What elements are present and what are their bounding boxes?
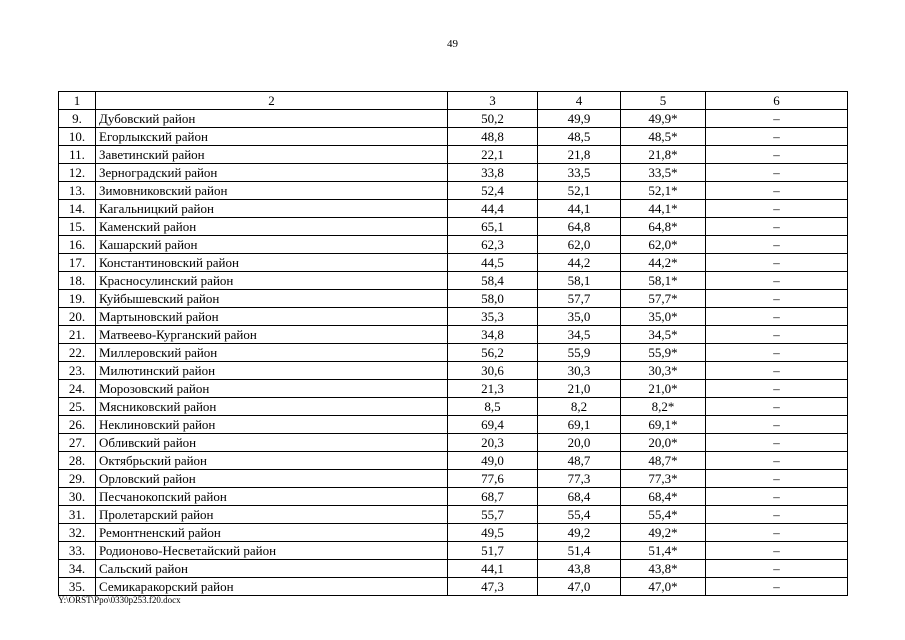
value-cell-col5: 55,9* bbox=[621, 344, 706, 362]
row-number-cell: 27. bbox=[59, 434, 96, 452]
table-row bbox=[59, 254, 848, 272]
value-cell-col4: 20,0 bbox=[538, 434, 621, 452]
value-cell-col4: 44,1 bbox=[538, 200, 621, 218]
value-cell-col6: – bbox=[706, 380, 848, 398]
district-name-cell: Октябрьский район bbox=[96, 452, 448, 470]
value-cell-col4: 21,0 bbox=[538, 380, 621, 398]
value-cell-col4: 21,8 bbox=[538, 146, 621, 164]
table-row bbox=[59, 488, 848, 506]
value-cell-col5: 55,4* bbox=[621, 506, 706, 524]
table-row bbox=[59, 524, 848, 542]
district-name-cell: Дубовский район bbox=[96, 110, 448, 128]
value-cell-col4: 64,8 bbox=[538, 218, 621, 236]
district-name-cell: Егорлыкский район bbox=[96, 128, 448, 146]
value-cell-col6: – bbox=[706, 182, 848, 200]
row-number-cell: 32. bbox=[59, 524, 96, 542]
header-cell: 4 bbox=[538, 92, 621, 110]
value-cell-col4: 68,4 bbox=[538, 488, 621, 506]
value-cell-col3: 30,6 bbox=[448, 362, 538, 380]
district-name-cell: Красносулинский район bbox=[96, 272, 448, 290]
district-name-cell: Обливский район bbox=[96, 434, 448, 452]
value-cell-col6: – bbox=[706, 434, 848, 452]
page-number: 49 bbox=[447, 38, 458, 50]
value-cell-col5: 21,0* bbox=[621, 380, 706, 398]
value-cell-col6: – bbox=[706, 398, 848, 416]
value-cell-col5: 62,0* bbox=[621, 236, 706, 254]
row-number-cell: 23. bbox=[59, 362, 96, 380]
table-row bbox=[59, 434, 848, 452]
file-path-footer: Y:\ORST\Ppo\0330p253.f20.docx bbox=[58, 595, 181, 605]
header-cell: 5 bbox=[621, 92, 706, 110]
value-cell-col5: 20,0* bbox=[621, 434, 706, 452]
value-cell-col6: – bbox=[706, 452, 848, 470]
district-name-cell: Матвеево-Курганский район bbox=[96, 326, 448, 344]
district-name-cell: Каменский район bbox=[96, 218, 448, 236]
table-row bbox=[59, 578, 848, 596]
data-table bbox=[58, 91, 848, 596]
table-row bbox=[59, 182, 848, 200]
district-name-cell: Милютинский район bbox=[96, 362, 448, 380]
value-cell-col3: 44,1 bbox=[448, 560, 538, 578]
value-cell-col5: 58,1* bbox=[621, 272, 706, 290]
value-cell-col4: 30,3 bbox=[538, 362, 621, 380]
value-cell-col5: 43,8* bbox=[621, 560, 706, 578]
row-number-cell: 33. bbox=[59, 542, 96, 560]
table-row bbox=[59, 326, 848, 344]
table-row bbox=[59, 308, 848, 326]
value-cell-col3: 58,0 bbox=[448, 290, 538, 308]
value-cell-col3: 49,0 bbox=[448, 452, 538, 470]
value-cell-col5: 49,9* bbox=[621, 110, 706, 128]
value-cell-col5: 68,4* bbox=[621, 488, 706, 506]
value-cell-col6: – bbox=[706, 128, 848, 146]
value-cell-col4: 48,7 bbox=[538, 452, 621, 470]
row-number-cell: 29. bbox=[59, 470, 96, 488]
table-header-row bbox=[59, 92, 848, 110]
value-cell-col3: 69,4 bbox=[448, 416, 538, 434]
value-cell-col5: 34,5* bbox=[621, 326, 706, 344]
value-cell-col6: – bbox=[706, 416, 848, 434]
value-cell-col3: 34,8 bbox=[448, 326, 538, 344]
header-cell: 6 bbox=[706, 92, 848, 110]
header-cell: 1 bbox=[59, 92, 96, 110]
value-cell-col4: 8,2 bbox=[538, 398, 621, 416]
district-name-cell: Ремонтненский район bbox=[96, 524, 448, 542]
value-cell-col6: – bbox=[706, 524, 848, 542]
value-cell-col6: – bbox=[706, 164, 848, 182]
value-cell-col3: 20,3 bbox=[448, 434, 538, 452]
value-cell-col4: 35,0 bbox=[538, 308, 621, 326]
value-cell-col6: – bbox=[706, 560, 848, 578]
value-cell-col5: 33,5* bbox=[621, 164, 706, 182]
table-row bbox=[59, 110, 848, 128]
value-cell-col6: – bbox=[706, 146, 848, 164]
value-cell-col6: – bbox=[706, 470, 848, 488]
row-number-cell: 26. bbox=[59, 416, 96, 434]
value-cell-col3: 35,3 bbox=[448, 308, 538, 326]
row-number-cell: 17. bbox=[59, 254, 96, 272]
value-cell-col3: 51,7 bbox=[448, 542, 538, 560]
table-row bbox=[59, 128, 848, 146]
value-cell-col4: 49,2 bbox=[538, 524, 621, 542]
row-number-cell: 30. bbox=[59, 488, 96, 506]
row-number-cell: 31. bbox=[59, 506, 96, 524]
district-name-cell: Орловский район bbox=[96, 470, 448, 488]
value-cell-col5: 49,2* bbox=[621, 524, 706, 542]
value-cell-col4: 34,5 bbox=[538, 326, 621, 344]
value-cell-col3: 50,2 bbox=[448, 110, 538, 128]
value-cell-col4: 49,9 bbox=[538, 110, 621, 128]
value-cell-col4: 69,1 bbox=[538, 416, 621, 434]
table-row bbox=[59, 452, 848, 470]
table-row bbox=[59, 344, 848, 362]
table-row bbox=[59, 398, 848, 416]
table-row bbox=[59, 542, 848, 560]
row-number-cell: 15. bbox=[59, 218, 96, 236]
row-number-cell: 14. bbox=[59, 200, 96, 218]
district-name-cell: Куйбышевский район bbox=[96, 290, 448, 308]
value-cell-col4: 47,0 bbox=[538, 578, 621, 596]
value-cell-col3: 21,3 bbox=[448, 380, 538, 398]
district-name-cell: Кагальницкий район bbox=[96, 200, 448, 218]
value-cell-col3: 48,8 bbox=[448, 128, 538, 146]
district-name-cell: Семикаракорский район bbox=[96, 578, 448, 596]
value-cell-col4: 62,0 bbox=[538, 236, 621, 254]
row-number-cell: 22. bbox=[59, 344, 96, 362]
value-cell-col6: – bbox=[706, 254, 848, 272]
value-cell-col5: 51,4* bbox=[621, 542, 706, 560]
table-row bbox=[59, 506, 848, 524]
value-cell-col5: 35,0* bbox=[621, 308, 706, 326]
header-cell: 2 bbox=[96, 92, 448, 110]
district-name-cell: Родионово-Несветайский район bbox=[96, 542, 448, 560]
district-name-cell: Заветинский район bbox=[96, 146, 448, 164]
row-number-cell: 21. bbox=[59, 326, 96, 344]
table-row bbox=[59, 290, 848, 308]
value-cell-col3: 49,5 bbox=[448, 524, 538, 542]
row-number-cell: 34. bbox=[59, 560, 96, 578]
value-cell-col6: – bbox=[706, 506, 848, 524]
value-cell-col5: 44,1* bbox=[621, 200, 706, 218]
district-name-cell: Зерноградский район bbox=[96, 164, 448, 182]
value-cell-col6: – bbox=[706, 272, 848, 290]
district-name-cell: Мясниковский район bbox=[96, 398, 448, 416]
district-name-cell: Песчанокопский район bbox=[96, 488, 448, 506]
value-cell-col5: 64,8* bbox=[621, 218, 706, 236]
table-row bbox=[59, 218, 848, 236]
value-cell-col6: – bbox=[706, 110, 848, 128]
district-name-cell: Константиновский район bbox=[96, 254, 448, 272]
table-row bbox=[59, 146, 848, 164]
value-cell-col5: 77,3* bbox=[621, 470, 706, 488]
district-name-cell: Пролетарский район bbox=[96, 506, 448, 524]
district-name-cell: Неклиновский район bbox=[96, 416, 448, 434]
row-number-cell: 25. bbox=[59, 398, 96, 416]
value-cell-col3: 56,2 bbox=[448, 344, 538, 362]
value-cell-col3: 22,1 bbox=[448, 146, 538, 164]
value-cell-col4: 51,4 bbox=[538, 542, 621, 560]
value-cell-col6: – bbox=[706, 236, 848, 254]
table-row bbox=[59, 362, 848, 380]
value-cell-col4: 52,1 bbox=[538, 182, 621, 200]
value-cell-col3: 52,4 bbox=[448, 182, 538, 200]
district-name-cell: Сальский район bbox=[96, 560, 448, 578]
table-row bbox=[59, 272, 848, 290]
row-number-cell: 28. bbox=[59, 452, 96, 470]
table-row bbox=[59, 236, 848, 254]
value-cell-col6: – bbox=[706, 326, 848, 344]
value-cell-col5: 30,3* bbox=[621, 362, 706, 380]
value-cell-col3: 65,1 bbox=[448, 218, 538, 236]
row-number-cell: 16. bbox=[59, 236, 96, 254]
value-cell-col3: 62,3 bbox=[448, 236, 538, 254]
table-row bbox=[59, 200, 848, 218]
table-row bbox=[59, 470, 848, 488]
value-cell-col6: – bbox=[706, 344, 848, 362]
row-number-cell: 13. bbox=[59, 182, 96, 200]
value-cell-col6: – bbox=[706, 542, 848, 560]
value-cell-col6: – bbox=[706, 218, 848, 236]
value-cell-col4: 57,7 bbox=[538, 290, 621, 308]
value-cell-col3: 33,8 bbox=[448, 164, 538, 182]
row-number-cell: 20. bbox=[59, 308, 96, 326]
district-name-cell: Зимовниковский район bbox=[96, 182, 448, 200]
row-number-cell: 11. bbox=[59, 146, 96, 164]
district-name-cell: Кашарский район bbox=[96, 236, 448, 254]
value-cell-col5: 21,8* bbox=[621, 146, 706, 164]
value-cell-col4: 58,1 bbox=[538, 272, 621, 290]
row-number-cell: 12. bbox=[59, 164, 96, 182]
table-row bbox=[59, 164, 848, 182]
value-cell-col5: 69,1* bbox=[621, 416, 706, 434]
table-row bbox=[59, 560, 848, 578]
row-number-cell: 19. bbox=[59, 290, 96, 308]
value-cell-col4: 48,5 bbox=[538, 128, 621, 146]
value-cell-col5: 48,5* bbox=[621, 128, 706, 146]
value-cell-col4: 77,3 bbox=[538, 470, 621, 488]
value-cell-col5: 52,1* bbox=[621, 182, 706, 200]
value-cell-col3: 55,7 bbox=[448, 506, 538, 524]
value-cell-col3: 77,6 bbox=[448, 470, 538, 488]
row-number-cell: 10. bbox=[59, 128, 96, 146]
row-number-cell: 9. bbox=[59, 110, 96, 128]
table-row bbox=[59, 380, 848, 398]
value-cell-col6: – bbox=[706, 488, 848, 506]
value-cell-col5: 8,2* bbox=[621, 398, 706, 416]
value-cell-col6: – bbox=[706, 290, 848, 308]
district-name-cell: Морозовский район bbox=[96, 380, 448, 398]
header-cell: 3 bbox=[448, 92, 538, 110]
value-cell-col3: 47,3 bbox=[448, 578, 538, 596]
value-cell-col4: 44,2 bbox=[538, 254, 621, 272]
district-name-cell: Мартыновский район bbox=[96, 308, 448, 326]
value-cell-col4: 43,8 bbox=[538, 560, 621, 578]
value-cell-col3: 44,4 bbox=[448, 200, 538, 218]
value-cell-col6: – bbox=[706, 578, 848, 596]
value-cell-col4: 55,4 bbox=[538, 506, 621, 524]
value-cell-col3: 8,5 bbox=[448, 398, 538, 416]
value-cell-col3: 58,4 bbox=[448, 272, 538, 290]
row-number-cell: 24. bbox=[59, 380, 96, 398]
value-cell-col6: – bbox=[706, 308, 848, 326]
value-cell-col5: 57,7* bbox=[621, 290, 706, 308]
value-cell-col4: 55,9 bbox=[538, 344, 621, 362]
value-cell-col5: 44,2* bbox=[621, 254, 706, 272]
value-cell-col5: 47,0* bbox=[621, 578, 706, 596]
value-cell-col3: 68,7 bbox=[448, 488, 538, 506]
value-cell-col4: 33,5 bbox=[538, 164, 621, 182]
value-cell-col5: 48,7* bbox=[621, 452, 706, 470]
value-cell-col6: – bbox=[706, 200, 848, 218]
table-row bbox=[59, 416, 848, 434]
district-name-cell: Миллеровский район bbox=[96, 344, 448, 362]
row-number-cell: 35. bbox=[59, 578, 96, 596]
row-number-cell: 18. bbox=[59, 272, 96, 290]
value-cell-col3: 44,5 bbox=[448, 254, 538, 272]
value-cell-col6: – bbox=[706, 362, 848, 380]
